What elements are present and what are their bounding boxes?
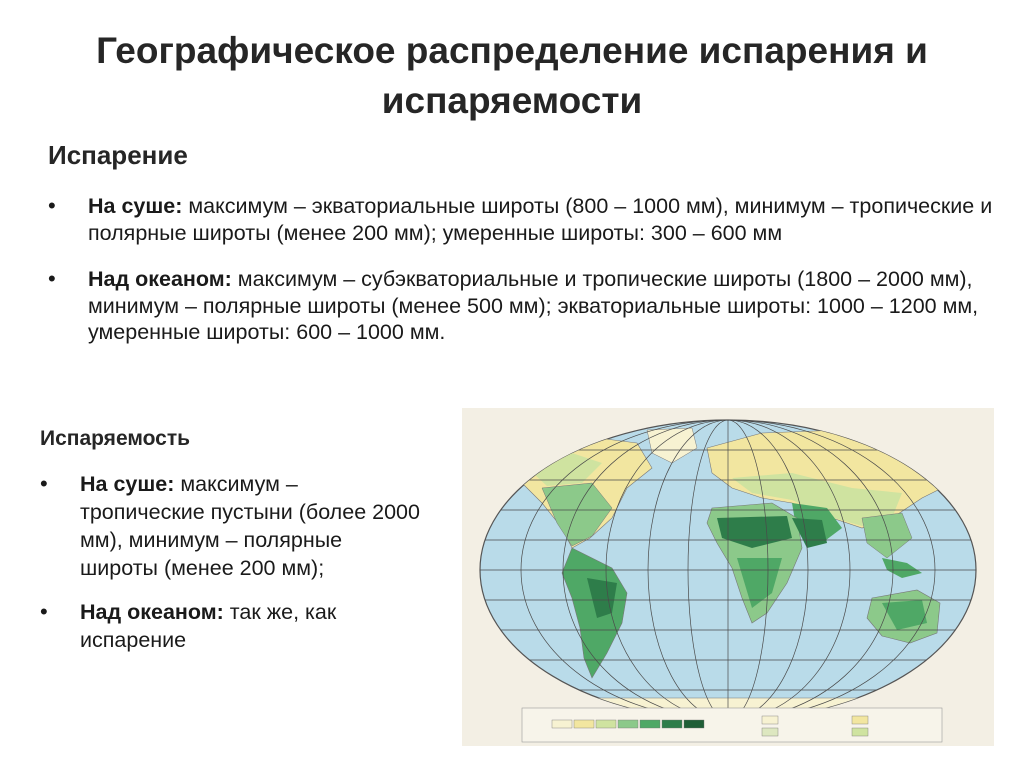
item-text: максимум – тропические пустыни (более 2000 мм), минимум – полярные широты (менее 200 мм); [80, 472, 420, 580]
bullet: • [40, 599, 48, 624]
item-label: Над океаном: [88, 267, 232, 291]
evaporation-heading: Испарение [48, 140, 188, 170]
evaporation-land-item [48, 193, 993, 246]
bullet: • [40, 471, 48, 496]
item-label: На суше: [80, 472, 175, 496]
item-text: так же, как испарение [80, 600, 337, 652]
evaporation-list [48, 193, 993, 366]
world-map-icon [462, 408, 994, 746]
item-label: На суше: [88, 194, 183, 218]
potential-land-item [40, 470, 420, 582]
item-text: максимум – субэкваториальные и тропические широты (1800 – 2000 мм), минимум – полярные широты (менее 500 мм); экваториальные широты: 1000 – 1200 мм, умеренные широты: 600 – 1000 мм. [88, 267, 979, 344]
item-text: максимум – экваториальные широты (800 – 1000 мм), минимум – тропические и полярные широты (менее 200 мм); умеренные широты: 300 – 600 мм [88, 194, 993, 245]
evaporation-ocean-item [48, 266, 993, 346]
bullet: • [48, 266, 56, 291]
slide-title: Географическое распределение испарения и испаряемости [96, 30, 928, 121]
potential-ocean-item [40, 598, 420, 654]
item-label: Над океаном: [80, 600, 224, 624]
world-evaporation-map [462, 408, 994, 746]
bullet: • [48, 193, 56, 218]
potential-evaporation-list [40, 470, 420, 670]
potential-evaporation-heading: Испаряемость [40, 427, 191, 450]
map-legend [522, 708, 942, 742]
